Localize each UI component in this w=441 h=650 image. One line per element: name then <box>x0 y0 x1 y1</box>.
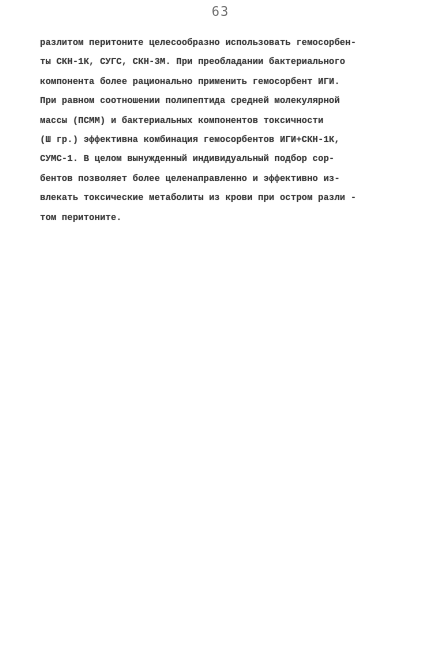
text-line: СУМС-1. В целом вынужденный индивидуальный подбор сор- <box>40 154 335 165</box>
text-line: разлитом перитоните целесообразно использовать гемосорбен- <box>40 38 357 48</box>
page-number: 63 <box>211 5 230 20</box>
text-line: компонента более рационально применить гемосорбент ИГИ. <box>40 76 340 87</box>
text-line: (Ш гр.) эффективна комбинация гемосорбентов ИГИ+СКН-1К, <box>40 134 340 145</box>
text-line: бентов позволяет более целенаправленно и эффективно из- <box>40 173 340 184</box>
text-line: массы (ПСММ) и бактериальных компонентов токсичности <box>40 115 324 126</box>
text-line: При равном соотношении полипептида средней молекулярной <box>40 96 340 107</box>
text-line: том перитоните. <box>40 212 122 223</box>
text-line: ты СКН-1К, СУГС, СКН-3М. При преобладании бактериального <box>40 57 346 68</box>
body-text <box>40 34 420 228</box>
text-line: влекать токсические метаболиты из крови при остром разли - <box>40 193 357 204</box>
